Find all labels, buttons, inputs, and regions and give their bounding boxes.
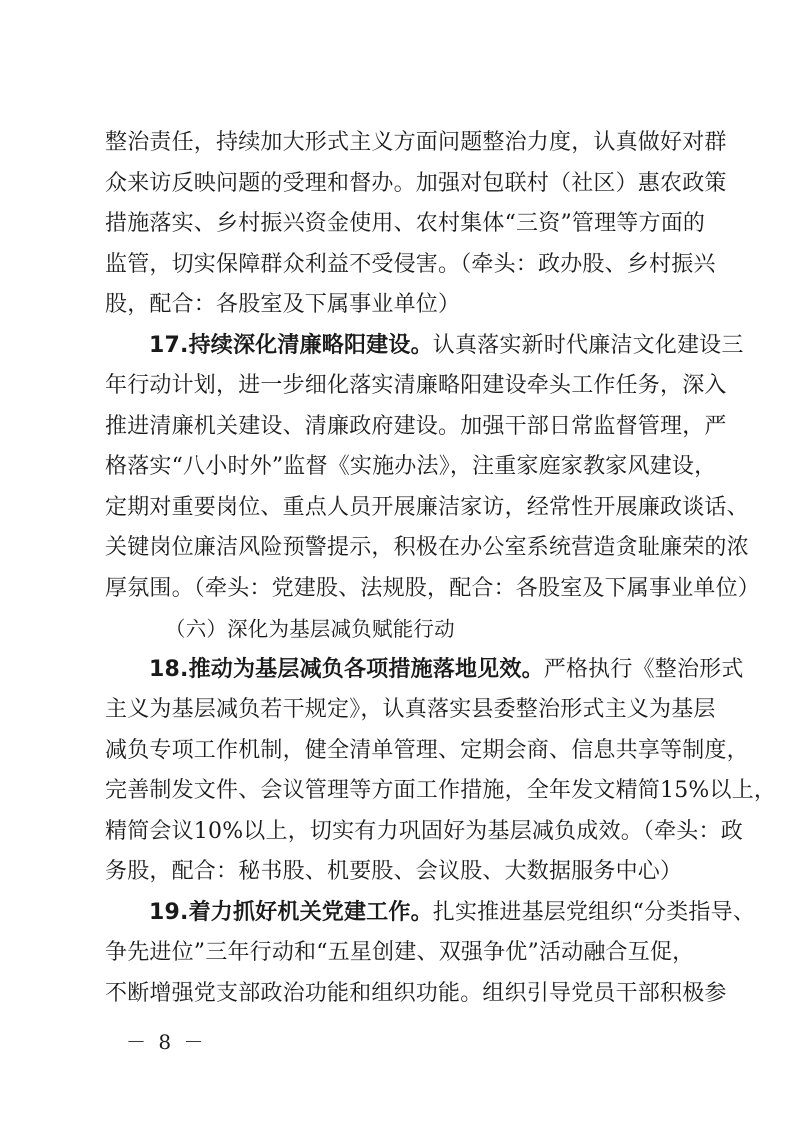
paragraph-line: 措施落实、乡村振兴资金使用、农村集体“三资”管理等方面的: [105, 211, 706, 236]
item-17-text: 认真落实新时代廉洁文化建设三: [432, 332, 744, 358]
paragraph-line: 争先进位”三年行动和“五星创建、双强争优”活动融合互促，: [105, 940, 695, 965]
paragraph-line: 整治责任，持续加大形式主义方面问题整治力度，认真做好对群: [105, 130, 727, 155]
paragraph-line: 主义为基层减负若干规定》，认真落实县委整治形式主义为基层: [105, 697, 716, 722]
paragraph-line: 务股，配合：秘书股、机要股、会议股、大数据服务中心）: [105, 859, 683, 884]
paragraph-line: 推进清廉机关建设、清廉政府建设。加强干部日常监督管理，严: [105, 413, 727, 439]
item-17-heading: 17.持续深化清廉略阳建设。: [149, 332, 433, 358]
paragraph-line: 不断增强党支部政治功能和组织功能。组织引导党员干部积极参: [105, 980, 727, 1006]
item-18-first-line: [105, 650, 744, 691]
paragraph-line: 格落实“八小时外”监督《实施办法》，注重家庭家教家风建设，: [105, 454, 717, 479]
section-6-heading: （六）深化为基层减负赋能行动: [165, 617, 455, 641]
paragraph-line: 监管，切实保障群众利益不受侵害。（牵头：政办股、乡村振兴: [105, 251, 716, 277]
paragraph-line: 减负专项工作机制，健全清单管理、定期会商、信息共享等制度，: [105, 737, 749, 763]
document-body: [105, 123, 777, 1014]
paragraph-line: 股，配合：各股室及下属事业单位）: [105, 292, 461, 317]
paragraph-line: 完善制发文件、会议管理等方面工作措施，全年发文精简15%以上，: [105, 778, 777, 803]
paragraph-line: 关键岗位廉洁风险预警提示，积极在办公室系统营造贪耻廉荣的浓: [105, 535, 749, 560]
page-number: － 8 －: [126, 1030, 207, 1054]
item-19-heading: 19.着力抓好机关党建工作。: [149, 899, 433, 925]
paragraph-line: 精简会议10%以上，切实有力巩固好为基层减负成效。（牵头：政: [105, 818, 743, 844]
item-18-text: 严格执行《整治形式: [543, 656, 744, 682]
paragraph-line: 众来访反映问题的受理和督办。加强对包联村（社区）惠农政策: [105, 170, 727, 196]
item-17-first-line: [105, 326, 744, 367]
item-19-first-line: [105, 893, 756, 934]
paragraph-line: 定期对重要岗位、重点人员开展廉洁家访，经常性开展廉政谈话、: [105, 494, 749, 520]
paragraph-line: 厚氛围。（牵头：党建股、法规股，配合：各股室及下属事业单位）: [105, 575, 761, 601]
item-19-text: 扎实推进基层党组织“分类指导、: [432, 899, 756, 925]
paragraph-line: 年行动计划，进一步细化落实清廉略阳建设牵头工作任务，深入: [105, 373, 727, 398]
item-18-heading: 18.推动为基层减负各项措施落地见效。: [149, 656, 544, 682]
